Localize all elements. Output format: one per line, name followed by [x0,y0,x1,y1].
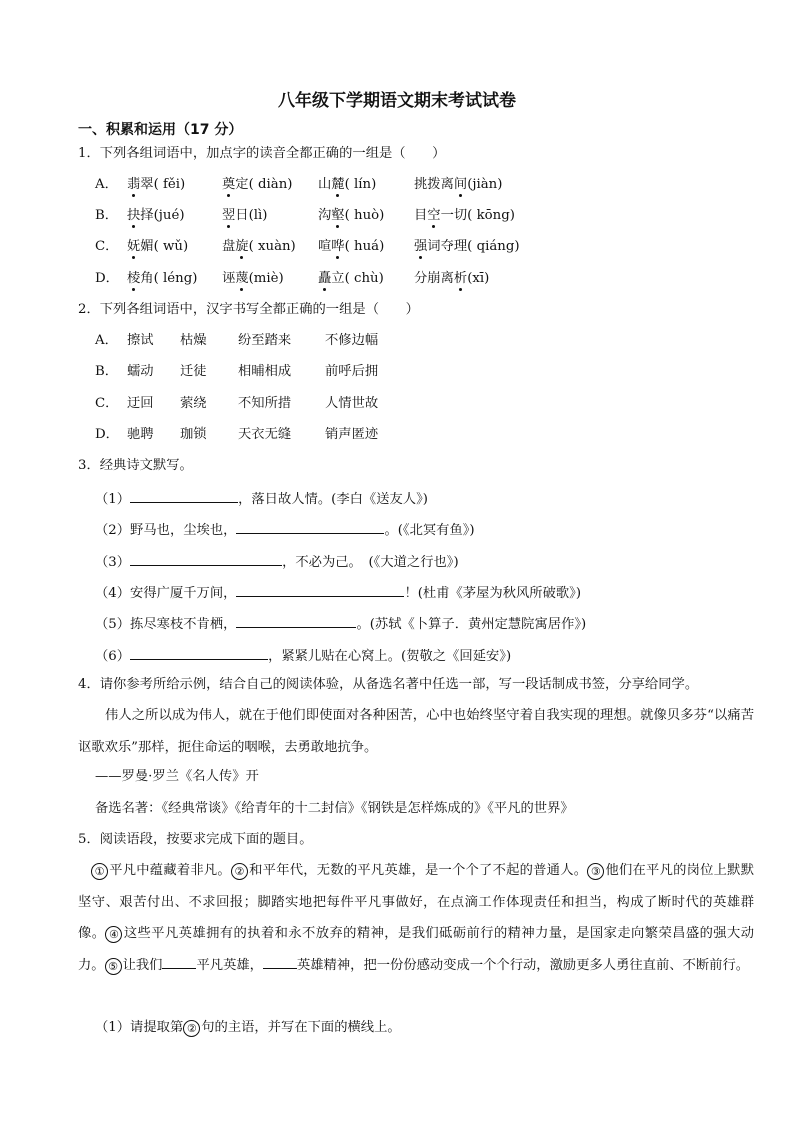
option-word: 挑拨离间(jiàn) [414,177,503,192]
option-word: 妩媚( wǔ) [127,239,189,254]
option-word: 翡翠( fěi) [127,177,186,192]
dictation-line-2: （2）野马也，尘埃也， 。(《北冥有鱼》) [95,523,475,538]
sentence-number-5: ⑤ [105,958,122,975]
candidate-books: 备选名著：《经典常谈》《给青年的十二封信》《钢铁是怎样炼成的》《平凡的世界》 [95,801,574,816]
option-word: 不修边幅 [325,333,379,348]
example-quote: 伟人之所以成为伟人，就在于他们即使面对各种困苦，心中也始终坚守着自我实现的理想。就像贝多芬“以痛苦讴歌欢乐”那样，扼住命运的咽喉，去勇敢地抗争。 [78,708,754,755]
option-word: 强词夺理( qiáng) [414,239,520,254]
option-word: 珈锁 [180,427,207,442]
option-word: 纷至踏来 [238,333,292,348]
fill-blank-1[interactable] [162,956,196,969]
option-word: 迂回 [127,396,154,411]
reading-passage: ① 平凡中蕴藏着非凡。 ② 和平年代，无数的平凡英雄，是一个个了不起的普通人。 ③ 他们在平凡的岗位上默默坚守、艰苦付出、不求回报；脚踏实地把每件平凡事做好，在点滴工作体现责任和担当，构成了断时代的英雄群像。 ④ 这些平凡英雄拥有的执着和永不放弃的精神，是我们砥砺前行的精神力量，是国家走向繁荣昌盛的强大动力。 ⑤ 让我们 平凡英雄， 英雄精神，把一份份感动变成一个个行动，激励更多人勇往直前、不断前行。 [78,863,755,973]
fill-blank-2[interactable] [263,956,297,969]
option-word: 人情世故 [325,396,379,411]
option-label: B． [95,364,119,379]
option-label: D． [95,427,119,442]
option-word: 抉择(jué) [127,208,185,223]
sentence-number-1: ① [91,863,108,880]
option-word: 目空一切( kōng) [414,208,515,223]
option-label: A． [95,177,118,192]
option-word: 分崩离析(xī) [414,271,490,286]
option-word: 诬蔑(miè) [222,271,284,286]
quote-source: ——罗曼·罗兰《名人传》开 [95,769,259,784]
sentence-number-ref: ② [183,1020,200,1037]
option-word: 枯燥 [180,333,207,348]
option-word: 萦绕 [180,396,207,411]
option-word: 蠕动 [127,364,154,379]
question-5-stem: 5．阅读语段，按要求完成下面的题目。 [78,832,313,847]
option-word: 喧哗( huá) [318,239,385,254]
option-word: 天衣无缝 [238,427,292,442]
question-3-stem: 3．经典诗文默写。 [78,458,193,473]
option-word: 翌日(lì) [222,208,268,223]
answer-blank[interactable] [130,553,282,566]
dictation-line-1: （1） ，落日故人情。(李白《送友人》) [95,492,428,507]
option-word: 沟壑( huò) [318,208,385,223]
option-word: 山麓( lín) [318,177,377,192]
dictation-line-3: （3） ，不必为己。 (《大道之行也》) [95,555,459,570]
sub-question-1: （1）请提取第 ② 句的主语，并写在下面的横线上。 [95,1020,401,1035]
section-heading: 一、积累和运用（17 分） [78,122,243,138]
dictation-line-6: （6） ，紧紧儿贴在心窝上。(贺敬之《回延安》) [95,649,512,664]
sentence-number-2: ② [231,863,248,880]
dictation-line-4: （4）安得广厦千万间， ！(杜甫《茅屋为秋风所破歌》) [95,586,582,601]
option-word: 迁徒 [180,364,207,379]
option-label: A． [95,333,118,348]
option-word: 相晡相成 [238,364,292,379]
answer-blank[interactable] [236,584,404,597]
option-word: 不知所措 [238,396,292,411]
option-word: 矗立( chù) [318,271,384,286]
sentence-number-3: ③ [587,863,604,880]
question-2-stem: 2．下列各组词语中，汉字书写全都正确的一组是（ ） [78,302,419,317]
page-title: 八年级下学期语文期末考试试卷 [278,91,516,111]
option-label: C． [95,396,119,411]
option-word: 驰聘 [127,427,154,442]
option-word: 前呼后拥 [325,364,379,379]
answer-blank[interactable] [130,647,268,660]
option-word: 奠定( diàn) [222,177,293,192]
option-label: C． [95,239,119,254]
dictation-line-5: （5）拣尽寒枝不肯栖， 。(苏轼《卜算子．黄州定慧院寓居作》) [95,617,587,632]
option-word: 盘旋( xuàn) [222,239,296,254]
option-word: 擦试 [127,333,154,348]
question-1-stem: 1．下列各组词语中，加点字的读音全都正确的一组是（ ） [78,146,446,161]
option-word: 销声匿迹 [325,427,379,442]
option-word: 棱角( léng) [127,271,198,286]
option-label: D． [95,271,119,286]
sentence-number-4: ④ [105,926,122,943]
answer-blank[interactable] [236,615,356,628]
answer-blank[interactable] [130,490,238,503]
answer-blank[interactable] [236,521,384,534]
option-label: B． [95,208,119,223]
question-4-stem: 4．请你参考所给示例，结合自己的阅读体验，从备选名著中任选一部，写一段话制成书签，分享给同学。 [78,677,699,692]
